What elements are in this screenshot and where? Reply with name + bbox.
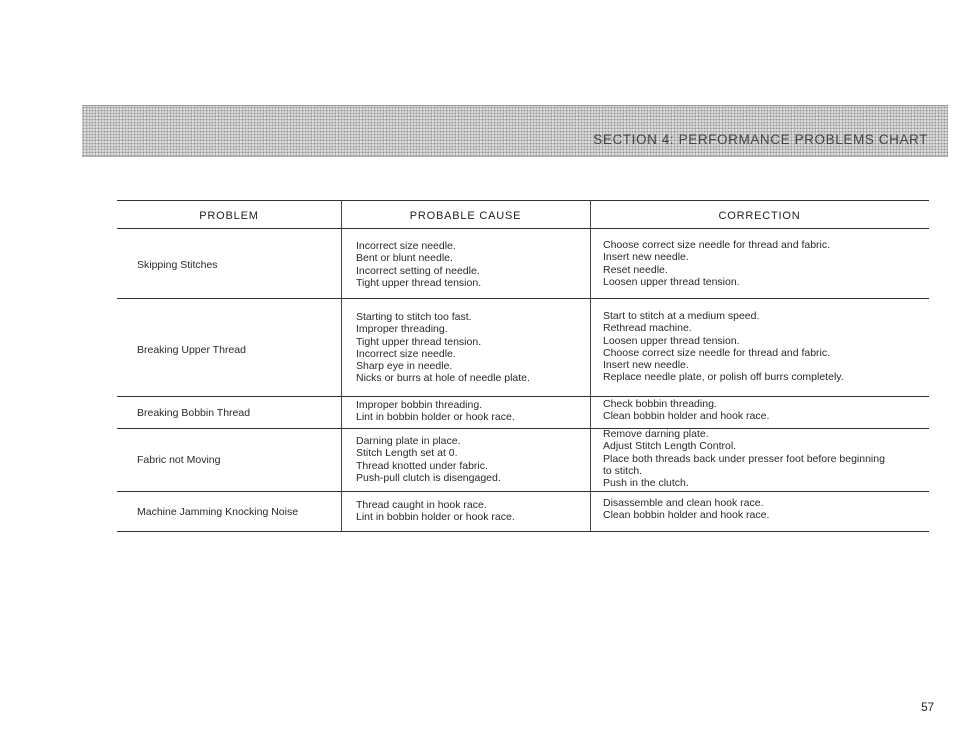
correction-item: Push in the clutch.	[603, 477, 689, 490]
cause-item: Nicks or burrs at hole of needle plate.	[356, 372, 530, 385]
section-title: SECTION 4: PERFORMANCE PROBLEMS CHART	[593, 132, 928, 147]
cause-item: Stitch Length set at 0.	[356, 447, 458, 460]
correction-list	[603, 310, 844, 384]
row-divider	[117, 396, 929, 397]
correction-item: Rethread machine.	[603, 322, 692, 335]
correction-item: Reset needle.	[603, 263, 668, 276]
correction-item: Clean bobbin holder and hook race.	[603, 410, 770, 423]
section-banner	[82, 105, 948, 157]
cause-item: Improper bobbin threading.	[356, 399, 483, 411]
header-problem: PROBLEM	[199, 210, 259, 222]
correction-item: Remove darning plate.	[603, 428, 709, 440]
cause-item: Lint in bobbin holder or hook race.	[356, 511, 515, 524]
cause-list	[356, 399, 515, 424]
correction-item: Place both threads back under presser foot before beginning	[603, 452, 885, 465]
correction-item: Loosen upper thread tension.	[603, 275, 740, 288]
cause-item: Tight upper thread tension.	[356, 335, 482, 348]
correction-item: Insert new needle.	[603, 251, 689, 264]
correction-list	[603, 428, 885, 489]
problem-label: Machine Jamming Knocking Noise	[137, 506, 299, 518]
cause-item: Bent or blunt needle.	[356, 252, 453, 265]
correction-item: Check bobbin threading.	[603, 398, 717, 410]
correction-item: Choose correct size needle for thread and fabric.	[603, 346, 831, 359]
correction-list	[603, 239, 830, 288]
problem-label: Breaking Bobbin Thread	[137, 407, 251, 419]
cause-item: Improper threading.	[356, 323, 448, 336]
header-rule	[117, 228, 929, 229]
row-divider	[117, 298, 929, 299]
cause-item: Lint in bobbin holder or hook race.	[356, 411, 515, 424]
correction-item: Choose correct size needle for thread and fabric.	[603, 239, 831, 251]
correction-item: Disassemble and clean hook race.	[603, 497, 764, 509]
cause-item: Darning plate in place.	[356, 435, 461, 447]
table-top-rule	[117, 200, 929, 201]
correction-item: Replace needle plate, or polish off burrs completely.	[603, 371, 844, 384]
correction-item: Insert new needle.	[603, 359, 689, 372]
correction-item: Start to stitch at a medium speed.	[603, 310, 760, 322]
correction-list	[603, 398, 769, 423]
cause-item: Sharp eye in needle.	[356, 360, 453, 373]
cause-item: Incorrect size needle.	[356, 240, 456, 252]
problem-label: Breaking Upper Thread	[137, 344, 246, 356]
header-probable-cause: PROBABLE CAUSE	[409, 210, 522, 222]
cause-item: Push-pull clutch is disengaged.	[356, 471, 501, 484]
correction-item: Loosen upper thread tension.	[603, 334, 740, 347]
correction-list	[603, 497, 769, 522]
correction-item: Adjust Stitch Length Control.	[603, 440, 737, 453]
header-correction: CORRECTION	[718, 210, 801, 222]
cause-list	[356, 240, 481, 289]
cause-item: Tight upper thread tension.	[356, 276, 482, 289]
cause-list	[356, 311, 530, 385]
correction-item: to stitch.	[603, 464, 643, 477]
table-bottom-rule	[117, 531, 929, 532]
column-divider	[341, 200, 342, 531]
correction-item: Clean bobbin holder and hook race.	[603, 509, 770, 522]
cause-list	[356, 435, 501, 484]
cause-list	[356, 499, 515, 524]
cause-item: Incorrect setting of needle.	[356, 264, 480, 277]
column-divider	[590, 200, 591, 531]
problem-label: Fabric not Moving	[137, 454, 221, 466]
cause-item: Thread caught in hook race.	[356, 499, 487, 511]
cause-item: Starting to stitch too fast.	[356, 311, 472, 323]
cause-item: Incorrect size needle.	[356, 347, 456, 360]
problem-label: Skipping Stitches	[137, 259, 218, 271]
row-divider	[117, 491, 929, 492]
page-number: 57	[921, 702, 934, 714]
cause-item: Thread knotted under fabric.	[356, 459, 488, 472]
